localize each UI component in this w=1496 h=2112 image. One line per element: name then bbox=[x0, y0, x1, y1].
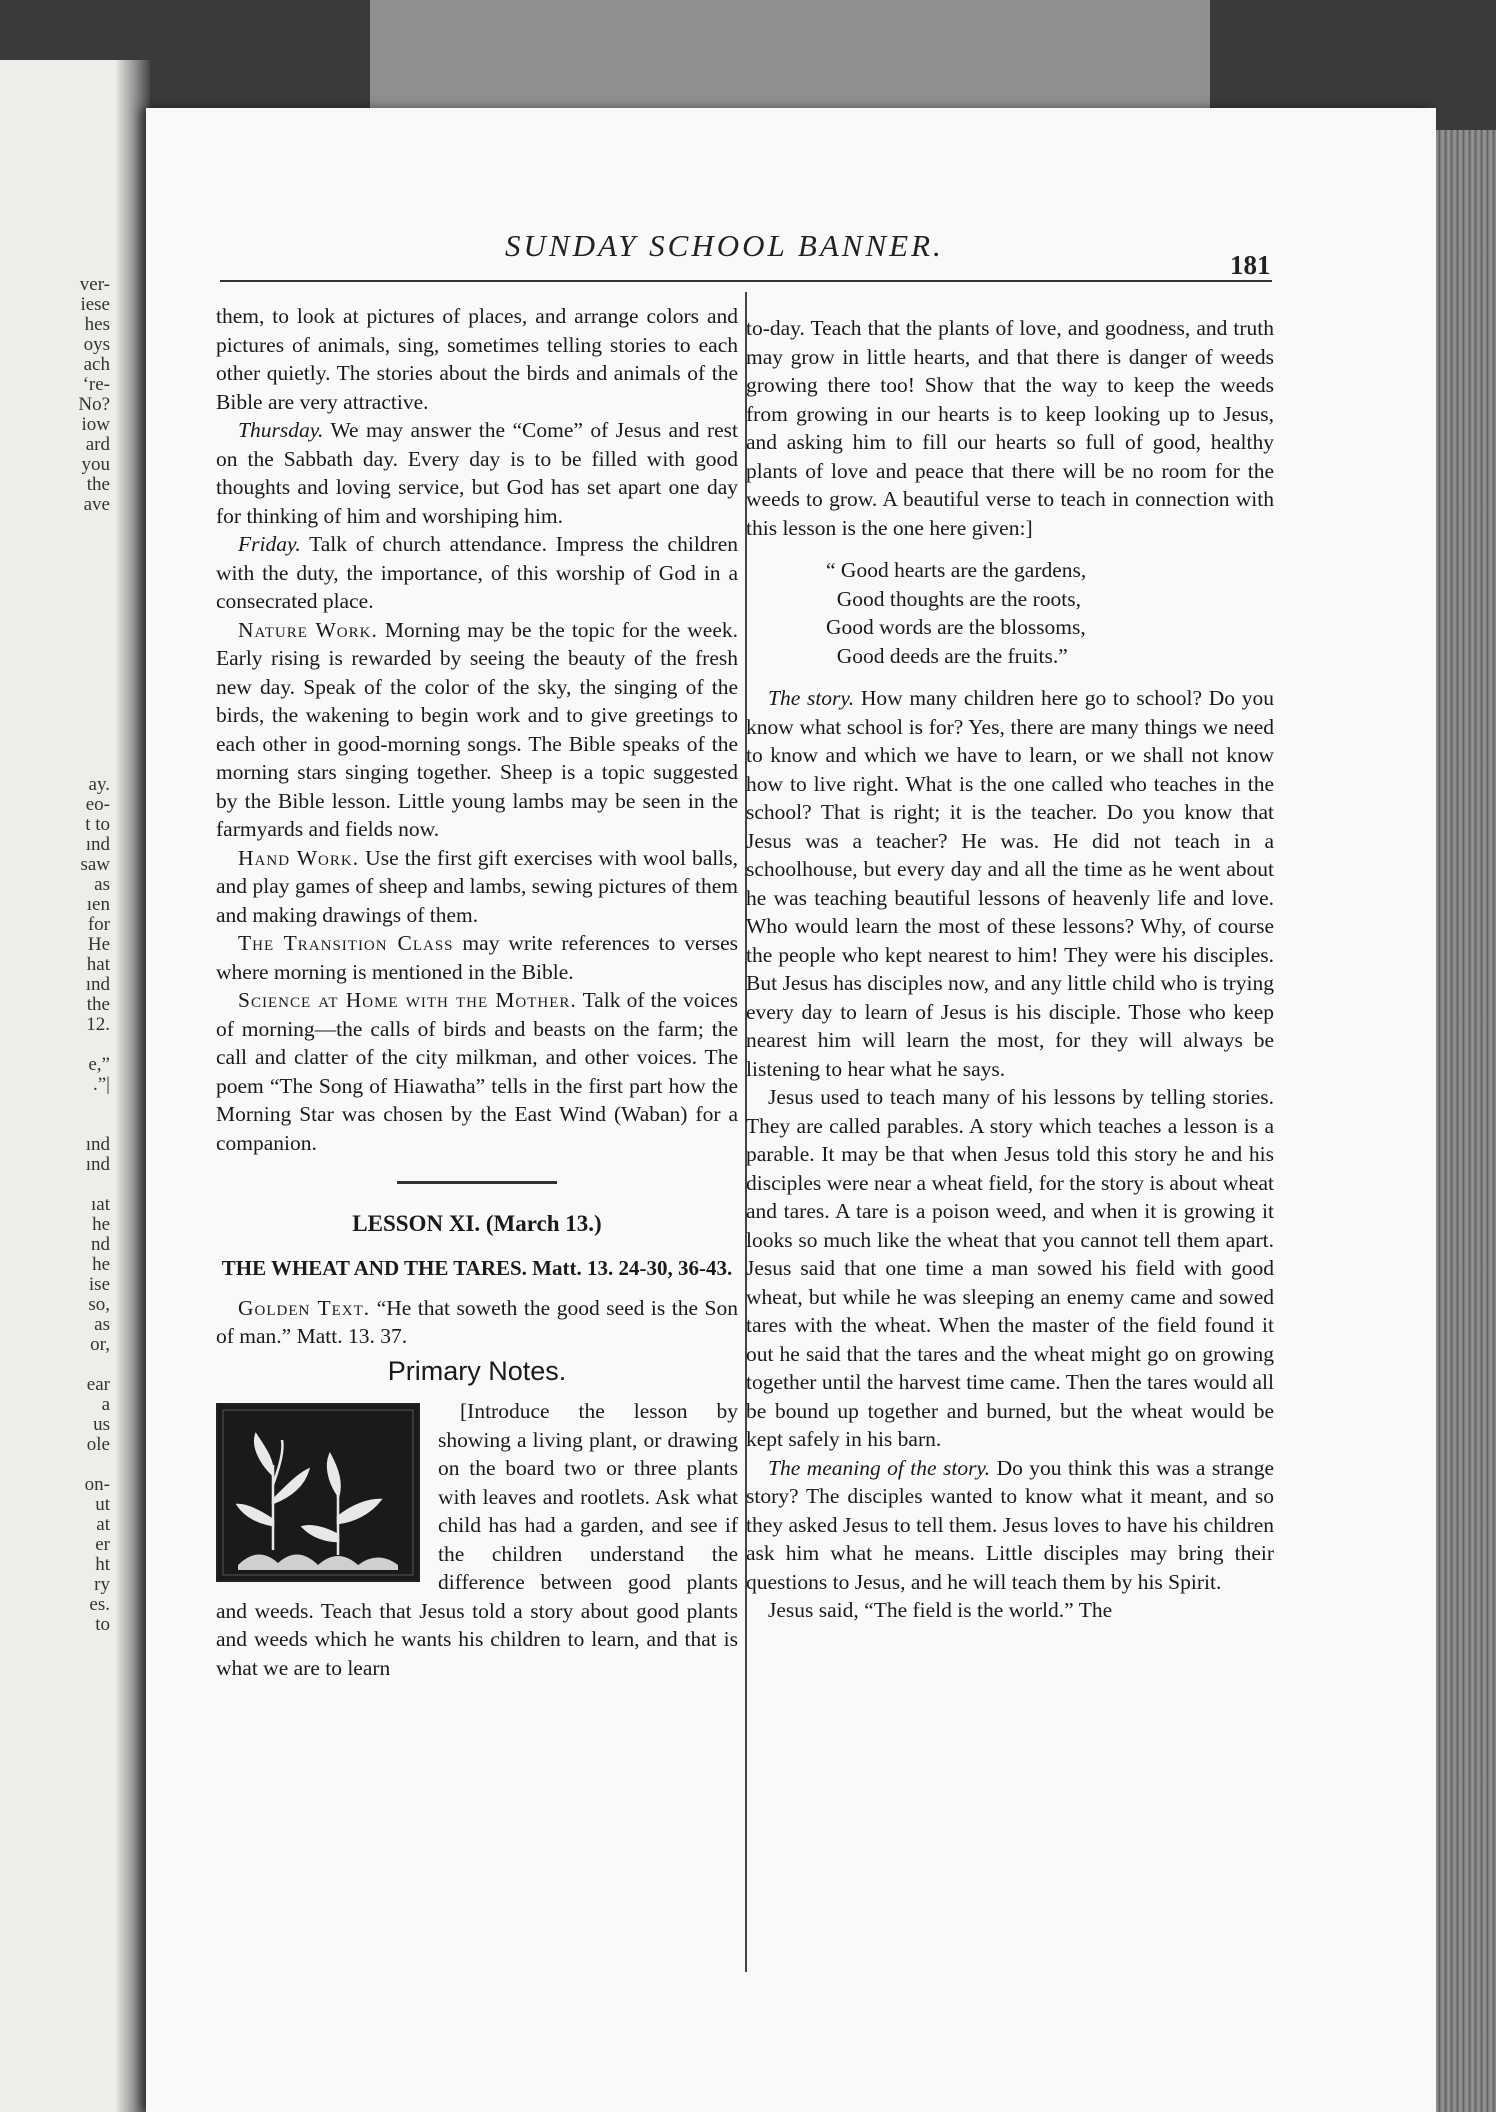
facing-page-fragment bbox=[0, 60, 150, 2112]
paragraph-science-at-home bbox=[216, 986, 738, 1157]
hand-work-text: Use the first gift exercises with wool balls, and play games of sheep and lambs, sewing pictures of them and making drawings of them. bbox=[216, 845, 738, 927]
meaning-label: The meaning of the story. bbox=[768, 1455, 991, 1480]
primary-notes-heading: Primary Notes. bbox=[387, 1355, 567, 1386]
science-at-home-label: Science at Home with the Mother. bbox=[238, 988, 577, 1012]
transition-class-text: may write references to verses where morning is mentioned in the Bible. bbox=[216, 931, 738, 984]
science-at-home-text: Talk of the voices of morning—the calls of birds and beasts on the farm; the call and clatter of the city milkman, and other voices. The poem “The Song of Hiawatha” tells in the first part how the Morning Star was chosen by the East Wind (Waban) for a companion. bbox=[216, 988, 738, 1155]
paragraph-introduction: [Introduce the lesson by showing a living plant, or drawing on the board two or three plants with leaves and rootlets. Ask what child has had a garden, and see if the children understand the difference between good plants and weeds. Teach that Jesus told a story about good plants and weeds which he wants his children to learn, and that is what we are to learn bbox=[216, 1399, 738, 1680]
golden-text-label: Golden Text. bbox=[238, 1295, 371, 1320]
paragraph-continued: them, to look at pictures of places, and arrange colors and pictures of animals, sing, sometimes telling stories to each other quietly. The stories about the birds and animals of the Bible are very attractive. bbox=[216, 304, 738, 414]
poem-verse bbox=[826, 556, 1274, 670]
paragraph-the-story bbox=[746, 684, 1274, 1083]
thursday-label: Thursday. bbox=[238, 418, 324, 442]
paragraph-transition-class bbox=[216, 929, 738, 986]
paragraph-hand-work bbox=[216, 844, 738, 930]
poem-line: Good thoughts are the roots, bbox=[826, 586, 1081, 611]
paragraph-parables: Jesus used to teach many of his lessons by telling stories. They are called parables. A story which teaches a lesson is a parable. It may be that when Jesus told this story he and his disciples were near a wheat field, for the story is about wheat and tares. A tare is a poison weed, and when it is growing it looks so much like the wheat that you cannot tell them apart. Jesus said that one time a man sowed his field with good wheat, but while he was sleeping an enemy came and sowed tares with the wheat. When the master of the field found it out he said that the tares and the wheat might go on growing together until the harvest time came. Then the tares would all be bound up together and burned, but the wheat would be kept safely in his barn. bbox=[746, 1085, 1274, 1451]
transition-class-label: The Transition Class bbox=[238, 931, 454, 955]
nature-work-text: Morning may be the topic for the week. Early rising is rewarded by seeing the beauty of the fresh new day. Speak of the color of the sky, the singing of the birds, the wakening to begin work and to give greetings to each other in good-morning songs. The Bible speaks of the morning stars singing together. Sheep is a topic suggested by the Bible lesson. Little young lambs may be seen in the farmyards and fields now. bbox=[216, 617, 738, 841]
right-column bbox=[746, 314, 1274, 1625]
scan-strip bbox=[370, 0, 1210, 110]
paragraph-continued-right: to-day. Teach that the plants of love, and goodness, and truth may grow in little hearts, and that there is danger of weeds growing there too! Show that the way to keep the weeds from growing in our hearts is to keep looking up to Jesus, and asking him to fill our hearts so full of good, healthy plants of love and peace that there will be no room for the weeds to grow. A beautiful verse to teach in connection with this lesson is the one here given:] bbox=[746, 316, 1274, 540]
page-edges bbox=[1428, 130, 1496, 2112]
friday-text: Talk of church attendance. Impress the children with the duty, the importance, of this worship of God in a consecrated place. bbox=[216, 532, 738, 613]
friday-label: Friday. bbox=[238, 532, 301, 556]
lesson-title: THE WHEAT AND THE TARES. Matt. 13. 24-30, 36-43. bbox=[221, 1255, 733, 1280]
golden-text-body: “He that soweth the good seed is the Son of man.” Matt. 13. 37. bbox=[216, 1295, 738, 1348]
meaning-text: Do you think this was a strange story? The disciples wanted to know what it meant, and so they asked Jesus to tell them. Jesus loves to have his children ask him what he means. Little disciples may bring their questions to Jesus, and he will teach them by his Spirit. bbox=[746, 1455, 1274, 1594]
section-divider bbox=[397, 1181, 557, 1184]
left-column bbox=[216, 302, 738, 1682]
paragraph-nature-work bbox=[216, 616, 738, 844]
paragraph-field-is-world: Jesus said, “The field is the world.” The bbox=[768, 1598, 1113, 1622]
poem-line: Good words are the blossoms, bbox=[826, 615, 1086, 639]
running-title: SUNDAY SCHOOL BANNER. bbox=[505, 228, 944, 263]
poem-line: “ Good hearts are the gardens, bbox=[826, 558, 1087, 582]
header-rule bbox=[220, 280, 1272, 282]
thursday-text: We may answer the “Come” of Jesus and rest on the Sabbath day. Every day is to be filled with good thoughts and loving service, but God has set apart one day for thinking of him and worshiping him. bbox=[216, 418, 738, 528]
plant-illustration bbox=[216, 1403, 420, 1582]
hand-work-label: Hand Work. bbox=[238, 845, 360, 870]
facing-page-text-middle: ay. eo- t to ınd saw as ıen for He hat ınd the 12. e,” .”| ınd ınd ıat he nd he ise so, as or, ear a us ole on- ut at er ht ry es. to bbox=[80, 774, 110, 1635]
paragraph-thursday bbox=[216, 416, 738, 530]
story-text: How many children here go to school? Do you know what school is for? Yes, there are many things we need to know and which we have to learn, or we shall not know how to live right. What is the one called who teaches in the school? That is right; it is the teacher. Do you know that Jesus was a teacher? He was. He did not teach in a schoolhouse, but every day and all the time as he went about he was teaching beautiful lessons of heavenly life and love. Who would learn the most of these lessons? Why, of course the people who kept nearest to him! They were his disciples. But Jesus has disciples now, and any little child who is trying every day to learn of Jesus is his disciple. Those who keep nearest him will learn the most, for they will always be listening to hear what he says. bbox=[746, 686, 1274, 1081]
poem-line: Good deeds are the fruits.” bbox=[826, 643, 1068, 668]
book-gutter bbox=[116, 60, 150, 2112]
paragraph-friday bbox=[216, 530, 738, 616]
nature-work-label: Nature Work. bbox=[238, 617, 378, 642]
lesson-heading: LESSON XI. (March 13.) bbox=[352, 1211, 602, 1236]
story-label: The story. bbox=[768, 686, 855, 710]
paragraph-meaning bbox=[746, 1454, 1274, 1597]
page-number: 181 bbox=[1230, 250, 1271, 280]
facing-page-text-top: ver- iese hes oys ach ‘re- No? iow ard you the ave bbox=[78, 274, 110, 515]
golden-text bbox=[216, 1294, 738, 1351]
plants-icon bbox=[218, 1405, 418, 1580]
